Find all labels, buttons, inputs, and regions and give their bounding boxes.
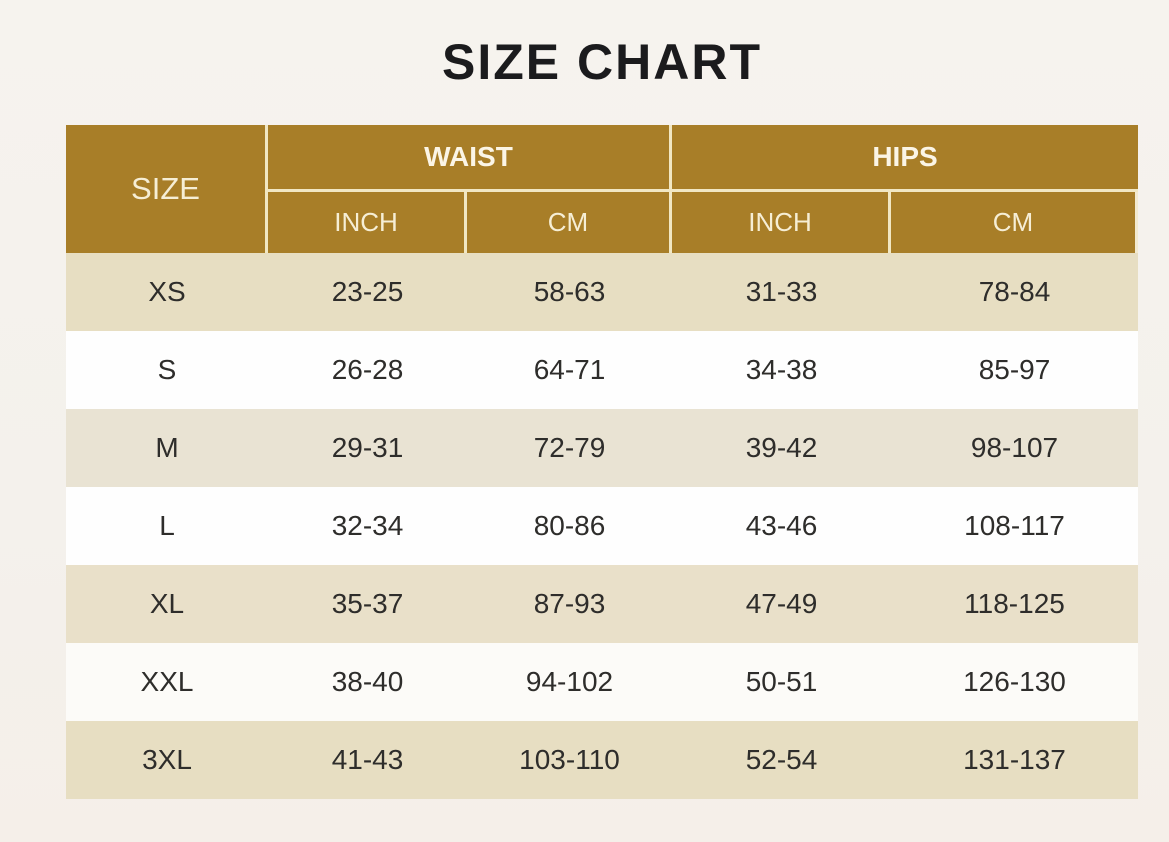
hips-cm-value: 85-97 <box>891 331 1138 409</box>
hips-inch-value: 50-51 <box>672 643 891 721</box>
waist-cm-value: 72-79 <box>467 409 672 487</box>
hips-cm-value: 98-107 <box>891 409 1138 487</box>
waist-cm-value: 87-93 <box>467 565 672 643</box>
hips-inch-value: 39-42 <box>672 409 891 487</box>
waist-inch-value: 38-40 <box>268 643 467 721</box>
size-label: 3XL <box>66 721 268 799</box>
header-cell-hips: HIPS <box>672 125 1138 192</box>
subheader-waist-cm: CM <box>467 192 672 253</box>
waist-cm-value: 103-110 <box>467 721 672 799</box>
size-chart-table <box>66 125 1138 799</box>
hips-cm-value: 108-117 <box>891 487 1138 565</box>
hips-cm-value: 131-137 <box>891 721 1138 799</box>
size-label: XXL <box>66 643 268 721</box>
waist-inch-value: 29-31 <box>268 409 467 487</box>
hips-inch-value: 34-38 <box>672 331 891 409</box>
waist-inch-value: 35-37 <box>268 565 467 643</box>
size-label: S <box>66 331 268 409</box>
subheader-hips-inch: INCH <box>672 192 891 253</box>
size-label: XL <box>66 565 268 643</box>
waist-inch-value: 32-34 <box>268 487 467 565</box>
header-cell-size: SIZE <box>66 125 268 253</box>
hips-inch-value: 52-54 <box>672 721 891 799</box>
size-label: M <box>66 409 268 487</box>
size-label: L <box>66 487 268 565</box>
hips-inch-value: 47-49 <box>672 565 891 643</box>
subheader-waist-inch: INCH <box>268 192 467 253</box>
size-label: XS <box>66 253 268 331</box>
hips-cm-value: 126-130 <box>891 643 1138 721</box>
hips-inch-value: 43-46 <box>672 487 891 565</box>
waist-inch-value: 26-28 <box>268 331 467 409</box>
waist-cm-value: 58-63 <box>467 253 672 331</box>
waist-cm-value: 80-86 <box>467 487 672 565</box>
header-cell-waist: WAIST <box>268 125 672 192</box>
hips-cm-value: 78-84 <box>891 253 1138 331</box>
hips-inch-value: 31-33 <box>672 253 891 331</box>
page-title: SIZE CHART <box>442 34 762 90</box>
waist-inch-value: 23-25 <box>268 253 467 331</box>
hips-cm-value: 118-125 <box>891 565 1138 643</box>
subheader-hips-cm: CM <box>891 192 1138 253</box>
waist-inch-value: 41-43 <box>268 721 467 799</box>
waist-cm-value: 94-102 <box>467 643 672 721</box>
waist-cm-value: 64-71 <box>467 331 672 409</box>
